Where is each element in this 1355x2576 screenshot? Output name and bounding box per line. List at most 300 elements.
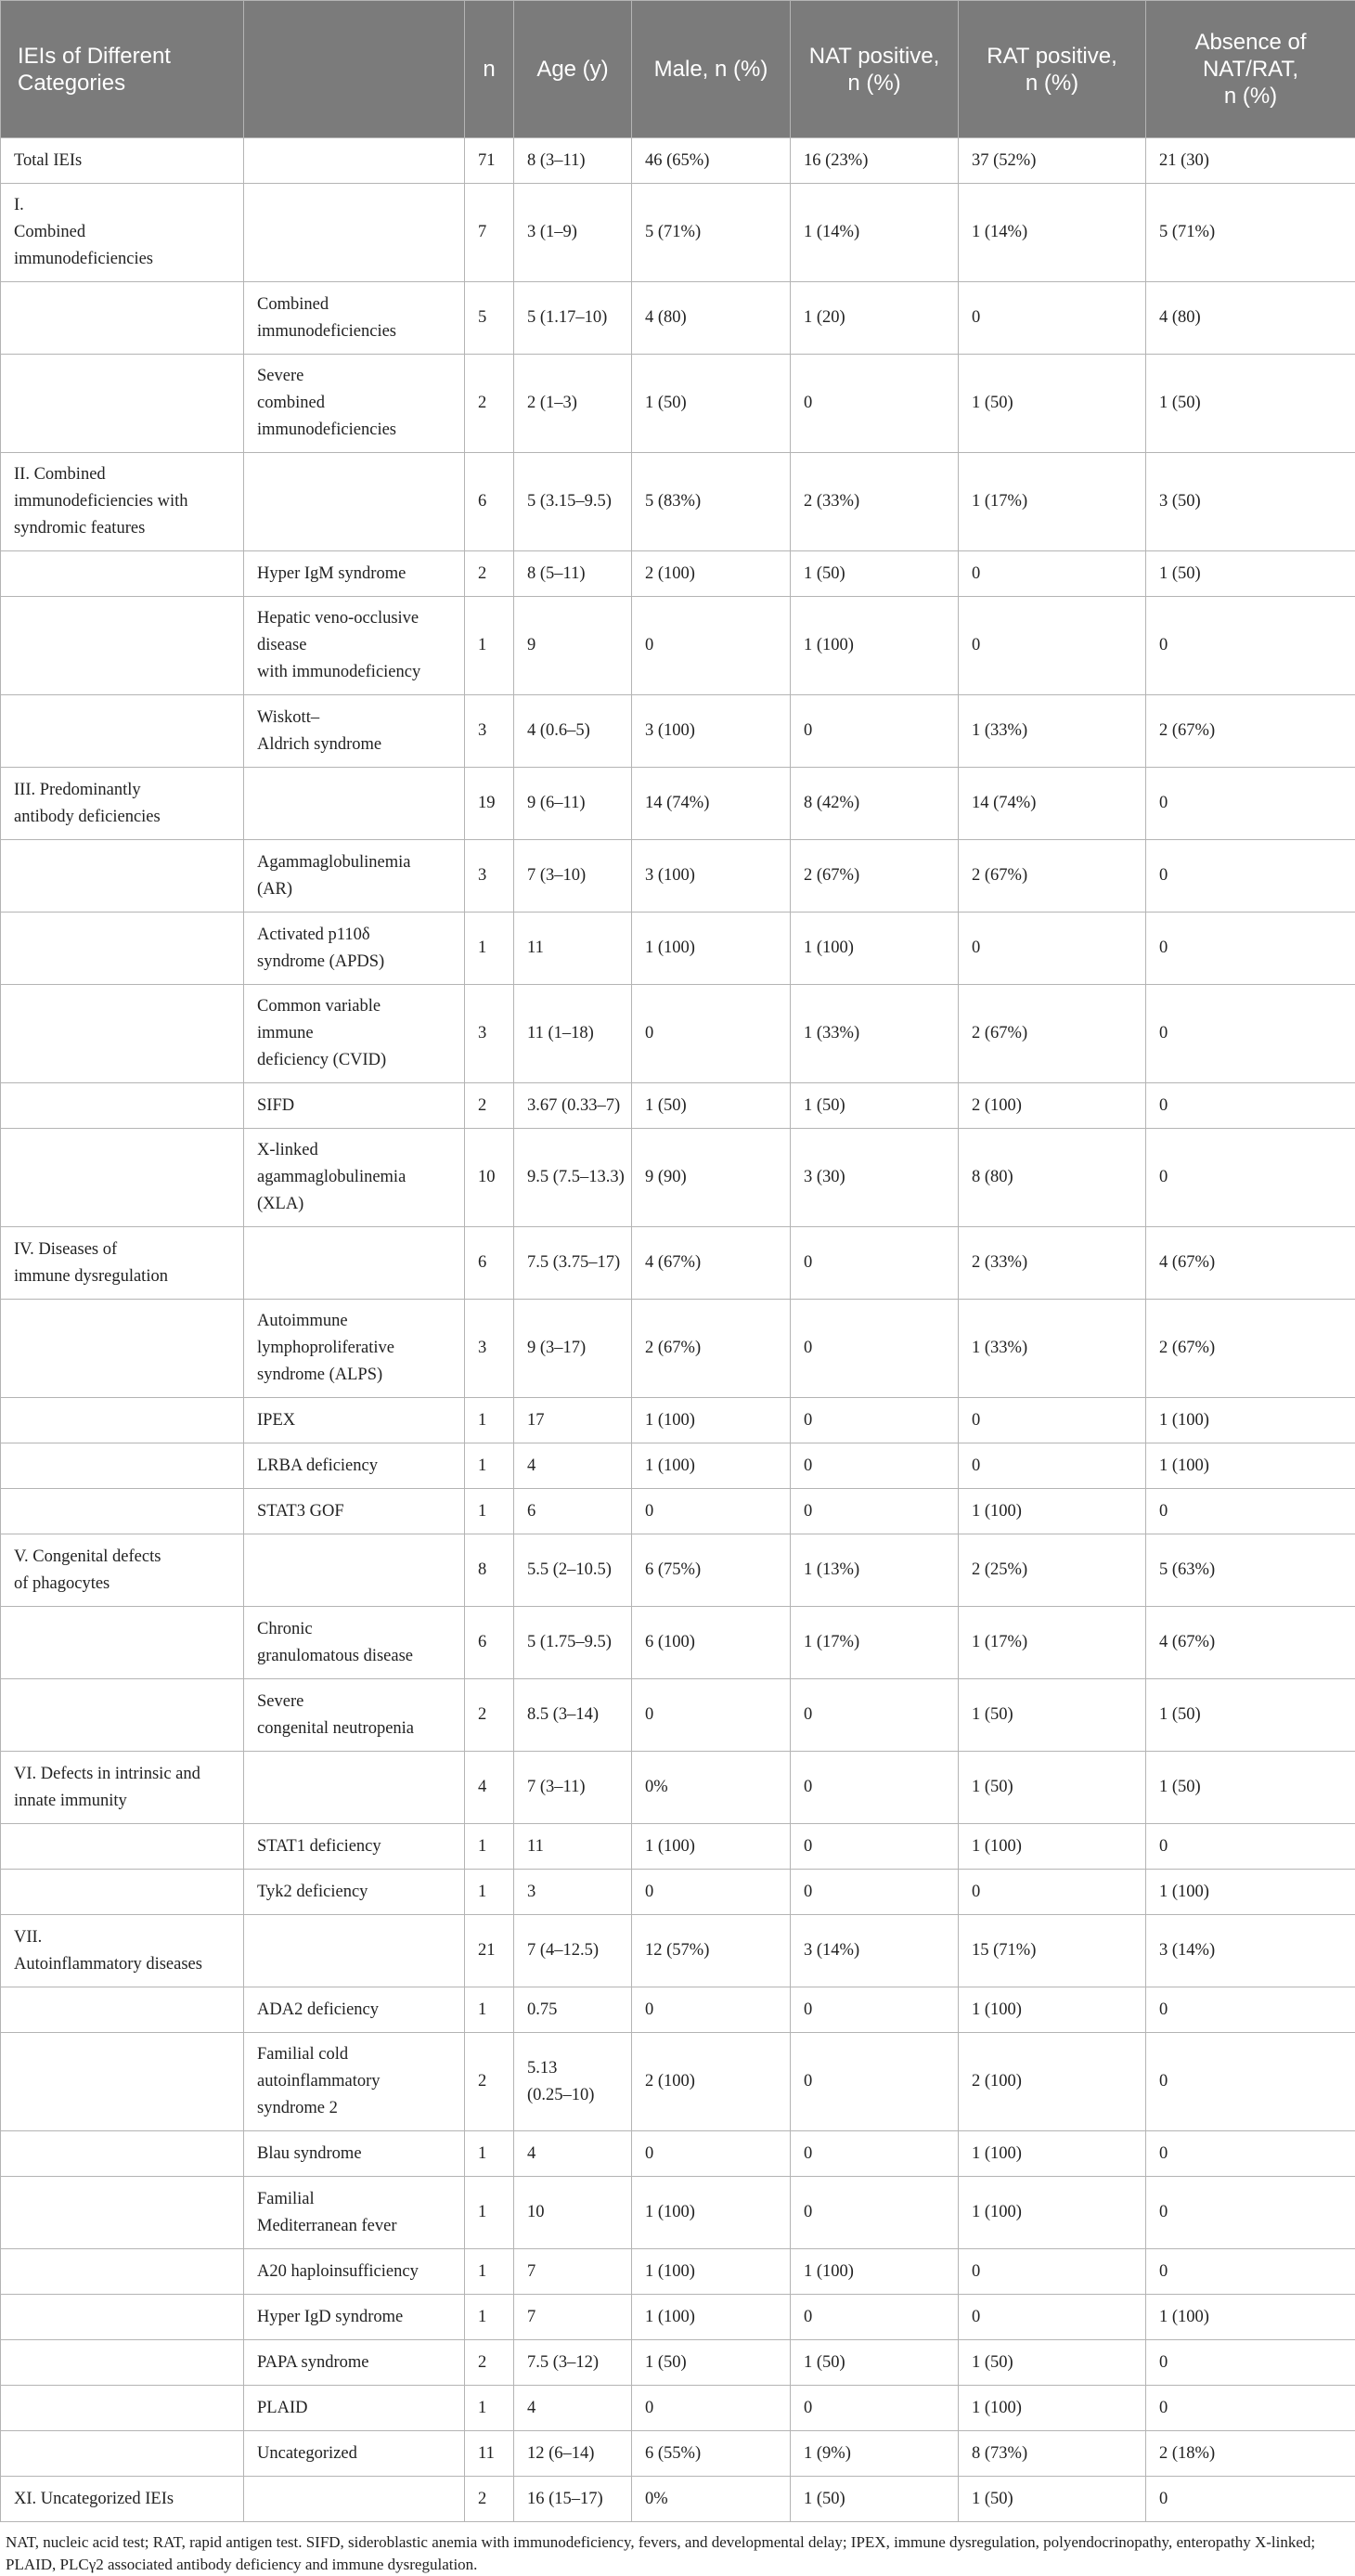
cell-rat: 1 (17%): [959, 1607, 1146, 1679]
cell-n: 2: [465, 1083, 514, 1129]
cell-nat: 1 (13%): [791, 1534, 959, 1607]
cell-n: 21: [465, 1915, 514, 1987]
cell-n: 1: [465, 2295, 514, 2340]
cell-absence: 1 (100): [1146, 1870, 1355, 1915]
table-row: [1, 1915, 1355, 1987]
cell-male: 2 (100): [632, 551, 791, 597]
header-cell-nat: NAT positive, n (%): [791, 1, 959, 138]
table-row: [1, 2295, 1355, 2340]
cell-nat: 0: [791, 2033, 959, 2131]
cell-category: [1, 282, 244, 355]
cell-subcategory: Chronic granulomatous disease: [244, 1607, 465, 1679]
cell-nat: 0: [791, 1824, 959, 1870]
cell-absence: 0: [1146, 2177, 1355, 2249]
cell-rat: 2 (25%): [959, 1534, 1146, 1607]
cell-n: 5: [465, 282, 514, 355]
cell-male: 1 (100): [632, 2177, 791, 2249]
cell-category: [1, 1987, 244, 2033]
table-row: [1, 1987, 1355, 2033]
cell-category: V. Congenital defects of phagocytes: [1, 1534, 244, 1607]
table-row: [1, 695, 1355, 768]
cell-subcategory: Familial cold autoinflammatory syndrome 2: [244, 2033, 465, 2131]
cell-rat: 8 (80): [959, 1129, 1146, 1227]
header-cell-subcategory: [244, 1, 465, 138]
cell-rat: 1 (100): [959, 2386, 1146, 2431]
cell-age: 0.75: [514, 1987, 632, 2033]
cell-subcategory: Familial Mediterranean fever: [244, 2177, 465, 2249]
cell-age: 5 (1.75–9.5): [514, 1607, 632, 1679]
cell-nat: 0: [791, 2295, 959, 2340]
cell-nat: 0: [791, 1752, 959, 1824]
cell-age: 4: [514, 2386, 632, 2431]
cell-absence: 1 (50): [1146, 1679, 1355, 1752]
table-row: [1, 2340, 1355, 2386]
cell-age: 11: [514, 1824, 632, 1870]
cell-subcategory: Agammaglobulinemia (AR): [244, 840, 465, 913]
cell-male: 5 (71%): [632, 184, 791, 282]
cell-age: 5 (1.17–10): [514, 282, 632, 355]
cell-rat: 1 (50): [959, 2340, 1146, 2386]
cell-age: 11 (1–18): [514, 985, 632, 1083]
cell-n: 3: [465, 840, 514, 913]
cell-male: 0%: [632, 1752, 791, 1824]
table-row: [1, 138, 1355, 184]
table-row: [1, 1679, 1355, 1752]
table-row: [1, 2249, 1355, 2295]
cell-male: 0: [632, 2131, 791, 2177]
cell-category: [1, 355, 244, 453]
table-row: [1, 2131, 1355, 2177]
cell-age: 11: [514, 913, 632, 985]
cell-male: 0: [632, 985, 791, 1083]
cell-n: 4: [465, 1752, 514, 1824]
cell-subcategory: [244, 184, 465, 282]
cell-nat: 3 (30): [791, 1129, 959, 1227]
cell-absence: 0: [1146, 840, 1355, 913]
cell-absence: 0: [1146, 2033, 1355, 2131]
cell-absence: 0: [1146, 1129, 1355, 1227]
cell-rat: 1 (100): [959, 1824, 1146, 1870]
cell-category: [1, 695, 244, 768]
cell-rat: 2 (67%): [959, 985, 1146, 1083]
cell-subcategory: SIFD: [244, 1083, 465, 1129]
cell-male: 0: [632, 597, 791, 695]
cell-age: 4: [514, 1443, 632, 1489]
cell-male: 0: [632, 1679, 791, 1752]
cell-age: 8 (3–11): [514, 138, 632, 184]
cell-male: 1 (100): [632, 1398, 791, 1443]
cell-absence: 1 (50): [1146, 551, 1355, 597]
cell-rat: 2 (33%): [959, 1227, 1146, 1300]
table-row: [1, 1443, 1355, 1489]
cell-category: [1, 1824, 244, 1870]
table-row: [1, 1534, 1355, 1607]
cell-n: 11: [465, 2431, 514, 2477]
cell-absence: 3 (50): [1146, 453, 1355, 551]
table-row: [1, 2033, 1355, 2131]
cell-absence: 0: [1146, 2249, 1355, 2295]
cell-rat: 1 (33%): [959, 1300, 1146, 1398]
cell-category: [1, 597, 244, 695]
cell-n: 3: [465, 985, 514, 1083]
cell-absence: 1 (50): [1146, 1752, 1355, 1824]
cell-rat: 2 (100): [959, 2033, 1146, 2131]
table-row: [1, 2386, 1355, 2431]
cell-category: [1, 2295, 244, 2340]
cell-age: 4: [514, 2131, 632, 2177]
cell-male: 0%: [632, 2477, 791, 2522]
cell-category: [1, 1129, 244, 1227]
cell-nat: 0: [791, 1227, 959, 1300]
table-row: [1, 985, 1355, 1083]
cell-rat: 1 (33%): [959, 695, 1146, 768]
table-row: [1, 355, 1355, 453]
cell-age: 9 (6–11): [514, 768, 632, 840]
table-row: [1, 2477, 1355, 2522]
cell-nat: 0: [791, 1300, 959, 1398]
table-row: [1, 840, 1355, 913]
cell-nat: 0: [791, 1987, 959, 2033]
cell-absence: 0: [1146, 1489, 1355, 1534]
cell-subcategory: Hyper IgM syndrome: [244, 551, 465, 597]
cell-age: 5.5 (2–10.5): [514, 1534, 632, 1607]
cell-n: 6: [465, 1607, 514, 1679]
cell-n: 1: [465, 913, 514, 985]
cell-category: [1, 840, 244, 913]
cell-n: 8: [465, 1534, 514, 1607]
cell-subcategory: Combined immunodeficiencies: [244, 282, 465, 355]
cell-category: [1, 1300, 244, 1398]
cell-n: 1: [465, 1987, 514, 2033]
cell-rat: 15 (71%): [959, 1915, 1146, 1987]
cell-category: [1, 2131, 244, 2177]
table-row: [1, 768, 1355, 840]
cell-category: [1, 985, 244, 1083]
cell-absence: 0: [1146, 1824, 1355, 1870]
cell-subcategory: Wiskott– Aldrich syndrome: [244, 695, 465, 768]
cell-absence: 0: [1146, 985, 1355, 1083]
cell-subcategory: Hepatic veno-occlusive disease with immunodeficiency: [244, 597, 465, 695]
table-row: [1, 1398, 1355, 1443]
cell-category: [1, 2177, 244, 2249]
cell-rat: 0: [959, 1443, 1146, 1489]
cell-subcategory: [244, 1915, 465, 1987]
cell-rat: 1 (50): [959, 2477, 1146, 2522]
cell-rat: 0: [959, 1398, 1146, 1443]
cell-absence: 4 (67%): [1146, 1227, 1355, 1300]
cell-male: 4 (80): [632, 282, 791, 355]
cell-n: 71: [465, 138, 514, 184]
cell-male: 1 (50): [632, 1083, 791, 1129]
cell-nat: 0: [791, 2386, 959, 2431]
cell-age: 9 (3–17): [514, 1300, 632, 1398]
cell-category: [1, 2340, 244, 2386]
cell-male: 0: [632, 1987, 791, 2033]
cell-rat: 0: [959, 2249, 1146, 2295]
cell-male: 0: [632, 1870, 791, 1915]
cell-rat: 1 (100): [959, 1987, 1146, 2033]
cell-category: [1, 2033, 244, 2131]
cell-male: 1 (100): [632, 913, 791, 985]
cell-nat: 2 (33%): [791, 453, 959, 551]
table-row: [1, 551, 1355, 597]
cell-subcategory: [244, 1752, 465, 1824]
cell-subcategory: X-linked agammaglobulinemia (XLA): [244, 1129, 465, 1227]
cell-age: 7: [514, 2295, 632, 2340]
cell-age: 7: [514, 2249, 632, 2295]
cell-rat: 1 (50): [959, 355, 1146, 453]
header-cell-category: IEIs of Different Categories: [1, 1, 244, 138]
cell-subcategory: STAT1 deficiency: [244, 1824, 465, 1870]
cell-nat: 0: [791, 2131, 959, 2177]
cell-absence: 1 (100): [1146, 1443, 1355, 1489]
cell-age: 7.5 (3–12): [514, 2340, 632, 2386]
cell-category: III. Predominantly antibody deficiencies: [1, 768, 244, 840]
cell-rat: 1 (14%): [959, 184, 1146, 282]
cell-age: 3: [514, 1870, 632, 1915]
cell-category: Total IEIs: [1, 138, 244, 184]
cell-subcategory: Common variable immune deficiency (CVID): [244, 985, 465, 1083]
table-row: [1, 913, 1355, 985]
header-cell-n: n: [465, 1, 514, 138]
cell-rat: 2 (67%): [959, 840, 1146, 913]
cell-male: 6 (75%): [632, 1534, 791, 1607]
cell-n: 19: [465, 768, 514, 840]
cell-n: 1: [465, 1443, 514, 1489]
cell-subcategory: PLAID: [244, 2386, 465, 2431]
cell-male: 5 (83%): [632, 453, 791, 551]
cell-absence: 0: [1146, 2386, 1355, 2431]
cell-nat: 0: [791, 2177, 959, 2249]
cell-subcategory: [244, 138, 465, 184]
header-cell-absence: Absence of NAT/RAT, n (%): [1146, 1, 1355, 138]
cell-n: 1: [465, 1489, 514, 1534]
cell-nat: 1 (50): [791, 2340, 959, 2386]
cell-subcategory: [244, 768, 465, 840]
cell-absence: 2 (67%): [1146, 695, 1355, 768]
cell-nat: 0: [791, 1679, 959, 1752]
cell-rat: 1 (50): [959, 1679, 1146, 1752]
cell-male: 1 (100): [632, 1824, 791, 1870]
cell-n: 1: [465, 2177, 514, 2249]
cell-rat: 0: [959, 2295, 1146, 2340]
cell-nat: 1 (14%): [791, 184, 959, 282]
cell-n: 2: [465, 551, 514, 597]
cell-absence: 0: [1146, 768, 1355, 840]
table-row: [1, 453, 1355, 551]
cell-age: 8 (5–11): [514, 551, 632, 597]
cell-category: [1, 1607, 244, 1679]
cell-male: 9 (90): [632, 1129, 791, 1227]
cell-absence: 0: [1146, 1083, 1355, 1129]
cell-male: 1 (100): [632, 2249, 791, 2295]
cell-subcategory: Uncategorized: [244, 2431, 465, 2477]
cell-rat: 1 (17%): [959, 453, 1146, 551]
cell-n: 6: [465, 453, 514, 551]
cell-category: [1, 1489, 244, 1534]
cell-subcategory: [244, 453, 465, 551]
cell-absence: 0: [1146, 597, 1355, 695]
cell-male: 2 (100): [632, 2033, 791, 2131]
cell-subcategory: Tyk2 deficiency: [244, 1870, 465, 1915]
cell-nat: 8 (42%): [791, 768, 959, 840]
cell-rat: 0: [959, 597, 1146, 695]
table-row: [1, 1227, 1355, 1300]
cell-subcategory: Blau syndrome: [244, 2131, 465, 2177]
cell-rat: 0: [959, 1870, 1146, 1915]
cell-category: I. Combined immunodeficiencies: [1, 184, 244, 282]
cell-male: 0: [632, 1489, 791, 1534]
cell-subcategory: Severe combined immunodeficiencies: [244, 355, 465, 453]
cell-absence: 1 (100): [1146, 1398, 1355, 1443]
cell-n: 2: [465, 2033, 514, 2131]
cell-rat: 0: [959, 913, 1146, 985]
cell-subcategory: A20 haploinsufficiency: [244, 2249, 465, 2295]
cell-male: 6 (100): [632, 1607, 791, 1679]
cell-nat: 1 (33%): [791, 985, 959, 1083]
cell-male: 1 (100): [632, 1443, 791, 1489]
header-cell-age: Age (y): [514, 1, 632, 138]
table-row: [1, 597, 1355, 695]
cell-category: [1, 1679, 244, 1752]
cell-nat: 1 (50): [791, 1083, 959, 1129]
cell-category: IV. Diseases of immune dysregulation: [1, 1227, 244, 1300]
cell-subcategory: Hyper IgD syndrome: [244, 2295, 465, 2340]
cell-category: VI. Defects in intrinsic and innate immunity: [1, 1752, 244, 1824]
cell-age: 17: [514, 1398, 632, 1443]
cell-nat: 1 (20): [791, 282, 959, 355]
cell-age: 5.13 (0.25–10): [514, 2033, 632, 2131]
cell-male: 4 (67%): [632, 1227, 791, 1300]
cell-n: 1: [465, 1824, 514, 1870]
cell-n: 10: [465, 1129, 514, 1227]
cell-rat: 37 (52%): [959, 138, 1146, 184]
table-row: [1, 2431, 1355, 2477]
cell-rat: 0: [959, 282, 1146, 355]
cell-category: [1, 2386, 244, 2431]
cell-subcategory: [244, 2477, 465, 2522]
table-row: [1, 1870, 1355, 1915]
cell-age: 3 (1–9): [514, 184, 632, 282]
cell-n: 1: [465, 597, 514, 695]
cell-age: 3.67 (0.33–7): [514, 1083, 632, 1129]
cell-n: 2: [465, 2340, 514, 2386]
cell-age: 16 (15–17): [514, 2477, 632, 2522]
cell-male: 6 (55%): [632, 2431, 791, 2477]
cell-age: 10: [514, 2177, 632, 2249]
cell-subcategory: ADA2 deficiency: [244, 1987, 465, 2033]
cell-subcategory: PAPA syndrome: [244, 2340, 465, 2386]
table-row: [1, 2177, 1355, 2249]
cell-category: [1, 2249, 244, 2295]
cell-subcategory: [244, 1227, 465, 1300]
cell-n: 2: [465, 2477, 514, 2522]
cell-rat: 8 (73%): [959, 2431, 1146, 2477]
cell-category: [1, 1443, 244, 1489]
table-body: [1, 138, 1355, 2522]
cell-n: 1: [465, 2386, 514, 2431]
table-row: [1, 1752, 1355, 1824]
cell-nat: 1 (17%): [791, 1607, 959, 1679]
table-row: [1, 184, 1355, 282]
cell-nat: 1 (9%): [791, 2431, 959, 2477]
cell-rat: 1 (100): [959, 2177, 1146, 2249]
cell-category: [1, 551, 244, 597]
cell-age: 12 (6–14): [514, 2431, 632, 2477]
cell-category: [1, 1398, 244, 1443]
header-row: [1, 1, 1355, 138]
cell-male: 0: [632, 2386, 791, 2431]
cell-absence: 5 (63%): [1146, 1534, 1355, 1607]
cell-male: 2 (67%): [632, 1300, 791, 1398]
cell-subcategory: IPEX: [244, 1398, 465, 1443]
cell-age: 9: [514, 597, 632, 695]
cell-nat: 1 (50): [791, 2477, 959, 2522]
cell-nat: 16 (23%): [791, 138, 959, 184]
cell-absence: 0: [1146, 2477, 1355, 2522]
table-row: [1, 1824, 1355, 1870]
cell-n: 1: [465, 2131, 514, 2177]
cell-absence: 4 (67%): [1146, 1607, 1355, 1679]
cell-n: 6: [465, 1227, 514, 1300]
table-footnote: NAT, nucleic acid test; RAT, rapid antigen test. SIFD, sideroblastic anemia with immunodeficiency, fevers, and developmental delay; IPEX, immune dysregulation, polyendocrinopathy, enteropathy X-linked; PLAID, PLCγ2 associated antibody deficiency and immune dysregulation.: [0, 2522, 1355, 2576]
cell-male: 1 (100): [632, 2295, 791, 2340]
cell-rat: 2 (100): [959, 1083, 1146, 1129]
cell-category: II. Combined immunodeficiencies with syndromic features: [1, 453, 244, 551]
cell-rat: 1 (100): [959, 1489, 1146, 1534]
cell-category: VII. Autoinflammatory diseases: [1, 1915, 244, 1987]
cell-nat: 2 (67%): [791, 840, 959, 913]
cell-absence: 5 (71%): [1146, 184, 1355, 282]
header-cell-rat: RAT positive, n (%): [959, 1, 1146, 138]
cell-subcategory: Activated p110δ syndrome (APDS): [244, 913, 465, 985]
cell-n: 1: [465, 1398, 514, 1443]
cell-nat: 1 (100): [791, 2249, 959, 2295]
cell-nat: 0: [791, 1489, 959, 1534]
cell-age: 9.5 (7.5–13.3): [514, 1129, 632, 1227]
cell-male: 46 (65%): [632, 138, 791, 184]
cell-nat: 1 (100): [791, 597, 959, 695]
cell-nat: 0: [791, 355, 959, 453]
table-row: [1, 1300, 1355, 1398]
cell-male: 14 (74%): [632, 768, 791, 840]
cell-subcategory: STAT3 GOF: [244, 1489, 465, 1534]
cell-absence: 0: [1146, 913, 1355, 985]
cell-age: 7 (4–12.5): [514, 1915, 632, 1987]
cell-absence: 0: [1146, 2340, 1355, 2386]
cell-male: 1 (50): [632, 2340, 791, 2386]
cell-nat: 0: [791, 1398, 959, 1443]
cell-n: 3: [465, 1300, 514, 1398]
cell-subcategory: Severe congenital neutropenia: [244, 1679, 465, 1752]
cell-nat: 1 (100): [791, 913, 959, 985]
header-cell-male: Male, n (%): [632, 1, 791, 138]
cell-n: 3: [465, 695, 514, 768]
cell-n: 7: [465, 184, 514, 282]
table-row: [1, 282, 1355, 355]
cell-absence: 0: [1146, 2131, 1355, 2177]
cell-nat: 0: [791, 1443, 959, 1489]
cell-age: 7.5 (3.75–17): [514, 1227, 632, 1300]
cell-absence: 2 (67%): [1146, 1300, 1355, 1398]
cell-n: 2: [465, 355, 514, 453]
cell-n: 1: [465, 1870, 514, 1915]
table-row: [1, 1083, 1355, 1129]
cell-absence: 3 (14%): [1146, 1915, 1355, 1987]
cell-category: [1, 2431, 244, 2477]
cell-absence: 2 (18%): [1146, 2431, 1355, 2477]
cell-absence: 21 (30): [1146, 138, 1355, 184]
